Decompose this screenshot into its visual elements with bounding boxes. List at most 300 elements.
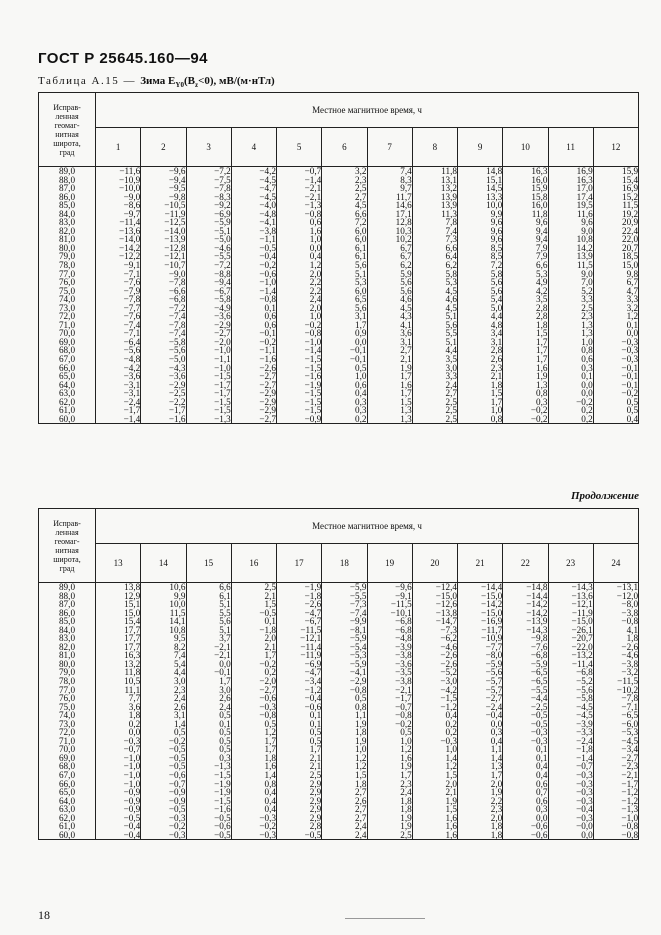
value-cell: 5,5 bbox=[219, 607, 231, 618]
value-cell: −0,1 bbox=[621, 379, 639, 390]
value-cell: 2,5 bbox=[445, 405, 457, 416]
latitude-cell: 79,0 bbox=[58, 667, 76, 678]
value-cell: −0,9 bbox=[123, 804, 141, 815]
value-cell: 4,5 bbox=[400, 302, 412, 313]
value-cell: 1,5 bbox=[264, 599, 276, 610]
value-cell: −0,3 bbox=[259, 701, 276, 712]
value-cell: 9,6 bbox=[536, 217, 548, 228]
value-cell: 0,7 bbox=[536, 787, 548, 798]
value-cell: 6,6 bbox=[536, 260, 548, 271]
value-cell: 7,4 bbox=[445, 225, 457, 236]
value-cell: 0,5 bbox=[400, 727, 412, 738]
value-cell: 2,4 bbox=[309, 294, 322, 305]
value-cell: −0,3 bbox=[576, 778, 593, 789]
value-cell: −16,9 bbox=[480, 616, 503, 627]
value-cell: 1,6 bbox=[445, 821, 457, 832]
value-column bbox=[186, 167, 231, 424]
value-cell: −4,6 bbox=[214, 242, 231, 253]
value-cell: 2,1 bbox=[445, 787, 457, 798]
value-cell: −5,0 bbox=[168, 354, 186, 365]
value-cell: 9,6 bbox=[490, 217, 503, 228]
latitude-header: Исправ- ленная геомаг- нитная широта, град bbox=[39, 509, 96, 583]
value-cell: 3,6 bbox=[128, 701, 141, 712]
value-cell: 3,1 bbox=[400, 336, 412, 347]
value-cell: −1,5 bbox=[440, 693, 457, 704]
value-cell: −9,6 bbox=[168, 166, 186, 176]
value-cell: 5,0 bbox=[490, 302, 503, 313]
latitude-cell: 66,0 bbox=[58, 362, 76, 373]
value-cell: −2,5 bbox=[530, 701, 548, 712]
value-cell: 7,4 bbox=[400, 166, 412, 176]
value-cell: 5,9 bbox=[400, 268, 412, 279]
value-cell: −6,5 bbox=[530, 667, 548, 678]
value-cell: 1,8 bbox=[626, 633, 639, 644]
value-cell: −2,6 bbox=[440, 650, 457, 661]
value-cell: −4,2 bbox=[259, 166, 276, 176]
value-cell: 1,7 bbox=[219, 676, 231, 687]
value-cell: −0,1 bbox=[214, 667, 231, 678]
value-cell: −11,6 bbox=[119, 166, 141, 176]
value-cell: 0,5 bbox=[626, 396, 639, 407]
latitude-header: Исправ- ленная геомаг- нитная широта, град bbox=[39, 93, 96, 167]
value-cell: 0,0 bbox=[581, 379, 593, 390]
value-cell: −0,4 bbox=[576, 804, 593, 815]
value-cell: 2,9 bbox=[309, 778, 322, 789]
latitude-cell: 86,0 bbox=[58, 607, 76, 618]
latitude-cell: 64,0 bbox=[58, 795, 76, 806]
value-cell: −14,2 bbox=[118, 242, 141, 253]
value-cell: −0,2 bbox=[530, 405, 548, 416]
hour-header: 5 bbox=[277, 128, 322, 167]
hour-header: 24 bbox=[593, 544, 638, 583]
value-column bbox=[96, 167, 141, 424]
value-column bbox=[277, 167, 322, 424]
value-cell: −0,1 bbox=[621, 371, 639, 382]
value-cell: −10,9 bbox=[118, 174, 141, 185]
latitude-cell: 72,0 bbox=[58, 727, 76, 738]
value-cell: 0,2 bbox=[128, 718, 141, 729]
value-cell: 0,0 bbox=[626, 328, 639, 339]
value-cell: 2,7 bbox=[445, 388, 457, 399]
value-cell: −4,2 bbox=[440, 684, 457, 695]
value-cell: 0,0 bbox=[581, 388, 593, 399]
value-cell: −9,4 bbox=[214, 277, 231, 288]
value-cell: −1,1 bbox=[259, 234, 276, 245]
value-cell: −1,5 bbox=[214, 371, 231, 382]
value-cell: 6,1 bbox=[355, 251, 367, 262]
value-cell: −14,8 bbox=[526, 582, 548, 592]
value-cell: 4,6 bbox=[445, 294, 457, 305]
value-cell: −0,9 bbox=[123, 787, 141, 798]
value-cell: 1,2 bbox=[355, 752, 367, 763]
value-cell: 14,1 bbox=[169, 616, 186, 627]
value-cell: 6,1 bbox=[355, 242, 367, 253]
value-cell: −6,7 bbox=[304, 616, 322, 627]
value-cell: 5,6 bbox=[490, 285, 503, 296]
hour-header: 23 bbox=[548, 544, 593, 583]
value-cell: 9,4 bbox=[536, 234, 548, 245]
value-cell: 0,4 bbox=[445, 710, 457, 721]
value-cell: 3,4 bbox=[490, 328, 503, 339]
value-cell: −11,9 bbox=[300, 650, 322, 661]
value-column bbox=[277, 583, 322, 840]
value-cell: 2,8 bbox=[309, 821, 322, 832]
value-cell: 11,8 bbox=[124, 667, 141, 678]
value-cell: 11,8 bbox=[441, 166, 457, 176]
latitude-cell: 62,0 bbox=[58, 396, 76, 407]
value-cell: −3,4 bbox=[621, 744, 639, 755]
value-cell: −0,1 bbox=[621, 362, 639, 373]
value-cell: 15,9 bbox=[531, 183, 548, 194]
value-cell: 0,5 bbox=[174, 727, 186, 738]
value-cell: 14,8 bbox=[486, 166, 503, 176]
value-cell: −5,3 bbox=[349, 650, 367, 661]
value-column bbox=[548, 583, 593, 840]
value-column bbox=[593, 167, 638, 424]
value-cell: 3,5 bbox=[536, 294, 548, 305]
value-cell: 9,0 bbox=[581, 268, 593, 279]
value-cell: 4,9 bbox=[536, 277, 548, 288]
value-cell: 2,3 bbox=[174, 684, 186, 695]
value-cell: 3,3 bbox=[445, 371, 457, 382]
value-cell: 13,1 bbox=[440, 174, 457, 185]
value-cell: 0,6 bbox=[581, 354, 593, 365]
value-cell: 0,1 bbox=[309, 710, 322, 721]
value-cell: 6,2 bbox=[445, 260, 457, 271]
value-cell: 13,9 bbox=[440, 200, 457, 211]
value-cell: 1,8 bbox=[355, 778, 367, 789]
value-cell: 3,1 bbox=[355, 311, 367, 322]
latitude-cell: 85,0 bbox=[58, 616, 76, 627]
value-cell: −0,2 bbox=[259, 821, 276, 832]
value-cell: −5,0 bbox=[214, 234, 231, 245]
value-cell: 15,0 bbox=[124, 607, 141, 618]
value-cell: 2,7 bbox=[355, 191, 367, 202]
value-cell: 2,4 bbox=[445, 379, 457, 390]
value-cell: 2,2 bbox=[309, 277, 322, 288]
value-cell: 12,8 bbox=[395, 217, 412, 228]
value-cell: −11,4 bbox=[571, 658, 593, 669]
value-cell: −11,4 bbox=[119, 217, 141, 228]
value-cell: −0,5 bbox=[123, 812, 141, 823]
value-cell: 14,5 bbox=[486, 183, 503, 194]
value-cell: 20,7 bbox=[621, 242, 639, 253]
value-cell: 0,4 bbox=[536, 770, 548, 781]
value-cell: −10,5 bbox=[164, 200, 186, 211]
value-cell: −11,4 bbox=[300, 641, 322, 652]
value-cell: 15,8 bbox=[531, 191, 548, 202]
latitude-cell: 81,0 bbox=[58, 650, 76, 661]
value-cell: −5,8 bbox=[168, 336, 186, 347]
value-cell: −1,5 bbox=[304, 396, 322, 407]
value-cell: −2,3 bbox=[621, 761, 639, 772]
value-cell: −1,0 bbox=[259, 277, 276, 288]
value-cell: 1,6 bbox=[264, 761, 276, 772]
value-cell: 2,8 bbox=[490, 345, 503, 356]
value-cell: 0,6 bbox=[355, 379, 367, 390]
value-cell: −3,2 bbox=[621, 667, 639, 678]
value-cell: −5,5 bbox=[214, 251, 231, 262]
latitude-cell: 73,0 bbox=[58, 718, 76, 729]
value-cell: 1,5 bbox=[445, 770, 457, 781]
table-caption-prefix: Таблица А.15 — bbox=[38, 75, 141, 87]
value-column bbox=[322, 583, 367, 840]
value-cell: 1,7 bbox=[490, 770, 503, 781]
hour-header: 6 bbox=[322, 128, 367, 167]
value-cell: −1,9 bbox=[304, 582, 322, 592]
value-cell: 0,3 bbox=[355, 405, 367, 416]
value-cell: 2,5 bbox=[264, 582, 276, 592]
latitude-cell: 71,0 bbox=[58, 735, 76, 746]
value-cell: 5,4 bbox=[490, 294, 503, 305]
value-cell: 15,4 bbox=[124, 616, 141, 627]
value-cell: −2,4 bbox=[123, 396, 141, 407]
value-cell: −0,5 bbox=[259, 607, 276, 618]
value-cell: −1,0 bbox=[123, 761, 141, 772]
value-cell: −1,5 bbox=[214, 770, 231, 781]
value-column bbox=[367, 167, 412, 424]
value-cell: −0,9 bbox=[168, 795, 186, 806]
latitude-cell: 87,0 bbox=[58, 599, 76, 610]
document-header: ГОСТ Р 25645.160—94 bbox=[38, 50, 209, 67]
value-cell: −4,7 bbox=[259, 183, 276, 194]
latitude-cell: 74,0 bbox=[58, 294, 76, 305]
value-cell: 11,5 bbox=[577, 260, 593, 271]
value-cell: −12,5 bbox=[164, 217, 186, 228]
value-cell: 6,0 bbox=[355, 234, 367, 245]
value-cell: 1,0 bbox=[445, 744, 457, 755]
value-cell: 7,4 bbox=[174, 650, 186, 661]
value-cell: 3,3 bbox=[581, 294, 593, 305]
value-cell: 9,6 bbox=[581, 217, 593, 228]
value-cell: 1,9 bbox=[536, 371, 548, 382]
value-cell: −0,7 bbox=[123, 744, 141, 755]
value-cell: −15,0 bbox=[435, 590, 457, 601]
value-cell: 1,0 bbox=[581, 336, 593, 347]
hour-header: 16 bbox=[231, 544, 276, 583]
value-cell: −7,9 bbox=[123, 285, 141, 296]
hour-header: 11 bbox=[548, 128, 593, 167]
value-cell: 3,0 bbox=[219, 684, 231, 695]
value-cell: 16,0 bbox=[531, 174, 548, 185]
value-cell: 3,0 bbox=[445, 362, 457, 373]
value-column bbox=[231, 583, 276, 840]
latitude-cell: 68,0 bbox=[58, 345, 76, 356]
value-cell: −1,5 bbox=[304, 354, 322, 365]
latitude-cell: 76,0 bbox=[58, 277, 76, 288]
value-cell: −0,0 bbox=[576, 821, 593, 832]
value-cell: −0,4 bbox=[123, 829, 141, 840]
value-cell: 19,2 bbox=[621, 208, 639, 219]
value-cell: 2,5 bbox=[445, 396, 457, 407]
value-cell: 1,6 bbox=[536, 362, 548, 373]
latitude-cell: 85,0 bbox=[58, 200, 76, 211]
latitude-cell: 63,0 bbox=[58, 804, 76, 815]
value-cell: 1,8 bbox=[400, 795, 412, 806]
value-cell: 6,7 bbox=[626, 277, 639, 288]
value-cell: 3,0 bbox=[174, 676, 186, 687]
value-cell: −6,4 bbox=[123, 336, 141, 347]
value-cell: −0,2 bbox=[259, 336, 276, 347]
value-cell: −5,9 bbox=[214, 217, 231, 228]
value-cell: 2,3 bbox=[490, 362, 503, 373]
value-cell: 3,7 bbox=[219, 633, 231, 644]
value-cell: −1,0 bbox=[621, 812, 639, 823]
value-cell: −1,2 bbox=[304, 684, 322, 695]
value-cell: 0,2 bbox=[355, 413, 367, 424]
value-cell: 0,6 bbox=[309, 217, 322, 228]
value-column bbox=[141, 167, 186, 424]
value-cell: 1,3 bbox=[400, 405, 412, 416]
value-cell: −0,5 bbox=[168, 752, 186, 763]
value-cell: 5,3 bbox=[536, 268, 548, 279]
value-cell: −0,3 bbox=[576, 795, 593, 806]
value-cell: 2,1 bbox=[264, 641, 276, 652]
value-cell: 1,3 bbox=[581, 319, 593, 330]
value-cell: −4,5 bbox=[576, 710, 593, 721]
value-cell: 1,7 bbox=[536, 345, 548, 356]
value-column bbox=[593, 583, 638, 840]
value-cell: 2,4 bbox=[174, 693, 186, 704]
value-cell: −7,3 bbox=[440, 624, 457, 635]
value-cell: −7,8 bbox=[214, 183, 231, 194]
value-cell: 0,1 bbox=[536, 752, 548, 763]
value-cell: 0,2 bbox=[264, 667, 276, 678]
value-cell: 0,1 bbox=[219, 718, 231, 729]
value-cell: 9,9 bbox=[490, 208, 503, 219]
latitude-cell: 62,0 bbox=[58, 812, 76, 823]
latitude-cell: 61,0 bbox=[58, 821, 76, 832]
value-cell: 4,4 bbox=[445, 345, 457, 356]
value-cell: −15,0 bbox=[571, 616, 593, 627]
value-cell: −0,4 bbox=[259, 251, 276, 262]
value-cell: 15,2 bbox=[621, 191, 639, 202]
value-cell: 6,5 bbox=[355, 294, 367, 305]
value-cell: −0,3 bbox=[576, 770, 593, 781]
value-cell: −0,5 bbox=[168, 761, 186, 772]
hour-header: 21 bbox=[458, 544, 503, 583]
value-cell: −15,0 bbox=[480, 590, 503, 601]
value-cell: −9,2 bbox=[214, 200, 231, 211]
value-cell: 15,1 bbox=[124, 599, 141, 610]
value-cell: −5,2 bbox=[440, 667, 457, 678]
latitude-cell: 88,0 bbox=[58, 590, 76, 601]
value-cell: 0,2 bbox=[581, 413, 593, 424]
value-cell: −0,2 bbox=[395, 718, 412, 729]
value-cell: 0,3 bbox=[536, 396, 548, 407]
value-cell: −4,8 bbox=[259, 208, 276, 219]
value-cell: 2,4 bbox=[355, 821, 367, 832]
hour-header: 7 bbox=[367, 128, 412, 167]
value-cell: −7,5 bbox=[214, 174, 231, 185]
value-cell: 1,7 bbox=[490, 396, 503, 407]
value-cell: 9,5 bbox=[174, 633, 186, 644]
value-cell: 4,1 bbox=[626, 624, 639, 635]
latitude-cell: 66,0 bbox=[58, 778, 76, 789]
value-cell: −3,6 bbox=[214, 311, 231, 322]
value-cell: 1,9 bbox=[400, 761, 412, 772]
hour-header: 10 bbox=[503, 128, 548, 167]
value-cell: 1,7 bbox=[400, 770, 412, 781]
value-cell: 6,1 bbox=[219, 590, 231, 601]
value-cell: 2,6 bbox=[219, 693, 231, 704]
value-cell: 2,0 bbox=[264, 633, 276, 644]
value-cell: 7,8 bbox=[445, 217, 457, 228]
value-cell: 2,9 bbox=[309, 812, 322, 823]
value-cell: 2,0 bbox=[490, 778, 503, 789]
value-cell: −1,4 bbox=[576, 752, 593, 763]
value-cell: −0,7 bbox=[576, 761, 593, 772]
value-cell: −13,9 bbox=[526, 616, 548, 627]
value-cell: −4,8 bbox=[123, 354, 141, 365]
value-column bbox=[96, 583, 141, 840]
hour-header: 20 bbox=[412, 544, 457, 583]
value-cell: 15,0 bbox=[621, 260, 639, 271]
value-cell: 5,6 bbox=[400, 285, 412, 296]
value-cell: 1,4 bbox=[264, 770, 276, 781]
value-cell: 10,3 bbox=[395, 225, 412, 236]
value-cell: −14,0 bbox=[164, 225, 186, 236]
value-cell: −0,5 bbox=[530, 718, 548, 729]
value-cell: −1,5 bbox=[304, 362, 322, 373]
value-cell: 1,8 bbox=[128, 710, 141, 721]
value-cell: 16,9 bbox=[621, 183, 639, 194]
value-cell: −5,9 bbox=[349, 582, 367, 592]
latitude-cell: 80,0 bbox=[58, 658, 76, 669]
value-cell: −12,8 bbox=[164, 242, 186, 253]
value-cell: 7,9 bbox=[536, 242, 548, 253]
value-cell: 1,5 bbox=[400, 396, 412, 407]
value-cell: −4,1 bbox=[259, 217, 276, 228]
value-cell: −12,6 bbox=[435, 599, 457, 610]
value-cell: −0,5 bbox=[530, 710, 548, 721]
value-cell: 4,5 bbox=[355, 200, 367, 211]
value-cell: 0,6 bbox=[536, 778, 548, 789]
value-cell: −0,8 bbox=[621, 616, 639, 627]
value-cell: 1,9 bbox=[400, 821, 412, 832]
value-cell: 1,7 bbox=[264, 735, 276, 746]
value-cell: 2,4 bbox=[219, 701, 231, 712]
value-cell: 1,0 bbox=[309, 311, 322, 322]
value-cell: 1,9 bbox=[355, 718, 367, 729]
hour-header: 3 bbox=[186, 128, 231, 167]
value-cell: 22,4 bbox=[621, 225, 639, 236]
value-cell: −3,5 bbox=[395, 667, 412, 678]
value-cell: −1,5 bbox=[214, 405, 231, 416]
value-cell: 9,6 bbox=[490, 234, 503, 245]
value-cell: −6,6 bbox=[168, 285, 186, 296]
value-cell: −10,1 bbox=[390, 607, 412, 618]
value-cell: 1,8 bbox=[490, 379, 503, 390]
value-cell: 12,9 bbox=[124, 590, 141, 601]
value-cell: −0,6 bbox=[530, 829, 548, 840]
value-cell: 1,4 bbox=[445, 752, 457, 763]
value-cell: −2,7 bbox=[259, 379, 276, 390]
value-cell: −22,0 bbox=[571, 641, 593, 652]
value-cell: −5,6 bbox=[168, 345, 186, 356]
latitude-cell: 75,0 bbox=[58, 285, 76, 296]
value-cell: 2,1 bbox=[264, 590, 276, 601]
value-cell: −0,3 bbox=[621, 336, 639, 347]
value-cell: 1,8 bbox=[264, 752, 276, 763]
value-cell: −1,9 bbox=[304, 379, 322, 390]
value-cell: −5,4 bbox=[349, 641, 367, 652]
value-cell: −3,8 bbox=[621, 658, 639, 669]
value-cell: −12,1 bbox=[164, 251, 186, 262]
value-cell: 9,9 bbox=[174, 590, 186, 601]
value-cell: 1,7 bbox=[264, 650, 276, 661]
value-cell: 11,5 bbox=[622, 200, 639, 211]
